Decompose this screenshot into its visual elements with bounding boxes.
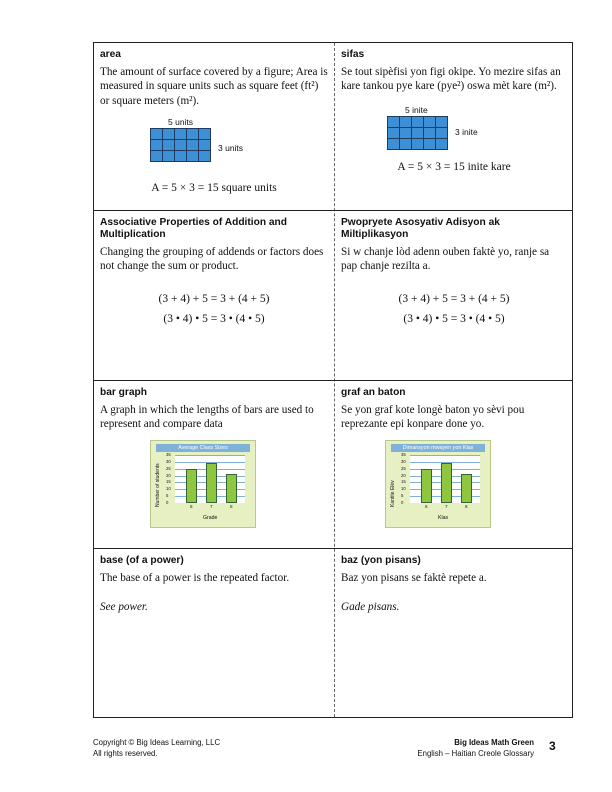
top-label: 5 inite: [405, 105, 428, 115]
x-tick-label: 8: [465, 504, 468, 509]
definition: [100, 65, 328, 108]
book-footer: [417, 738, 534, 759]
unit: (m²).: [534, 80, 557, 93]
book-title: Big Ideas Math Green: [454, 738, 534, 747]
term: Associative Properties of Addition and Multiplication: [100, 217, 287, 240]
gridline: [410, 455, 480, 456]
definition-text: The amount of surface covered by a figure; Area is measured in square units such as square feet: [100, 66, 328, 93]
term: baz (yon pisans): [341, 555, 421, 566]
y-tick-label: 15: [166, 479, 171, 485]
see-also: See power.: [100, 601, 148, 614]
glossary-table: [93, 42, 573, 718]
y-tick-label: 5: [401, 493, 404, 499]
y-tick-label: 10: [166, 486, 171, 492]
definition-text: Se tout sipèfisi yon figi okipe. Yo mezire sifas an kare tankou pye kare: [341, 66, 561, 93]
glossary-title: English – Haitian Creole Glossary: [417, 748, 534, 758]
bar: [226, 474, 237, 503]
y-tick-label: 20: [401, 472, 406, 478]
term: sifas: [341, 49, 365, 60]
term: Pwopryete Asosyativ Adisyon ak Miltiplikasyon: [341, 217, 500, 240]
rights: All rights reserved.: [93, 748, 158, 758]
equation: A = 5 × 3 = 15 square units: [151, 182, 277, 194]
equation-addition: (3 + 4) + 5 = 3 + (4 + 5): [398, 292, 510, 305]
bar-chart: [150, 440, 256, 528]
y-tick-label: 10: [401, 486, 406, 492]
definition: A graph in which the lengths of bars are used to represent and compare data: [100, 404, 314, 431]
x-tick-label: 7: [445, 504, 448, 509]
unit-squares: [387, 116, 448, 150]
x-tick-label: 6: [425, 504, 428, 509]
chart-title: Average Class Sizes: [156, 444, 250, 452]
term: bar graph: [100, 387, 147, 398]
y-tick-label: 35: [401, 452, 406, 457]
chart-title: Dimansyon mwayen yon Klas: [391, 444, 485, 452]
bar: [461, 474, 472, 503]
definition: The base of a power is the repeated factor.: [100, 572, 290, 584]
bar: [206, 463, 217, 503]
copyright: Copyright © Big Ideas Learning, LLC: [93, 738, 221, 747]
equation: A = 5 × 3 = 15 inite kare: [397, 161, 511, 173]
y-tick-label: 5: [166, 493, 169, 499]
y-tick-label: 15: [401, 479, 406, 485]
entry-associative-ht: [335, 211, 573, 380]
unit: (pye²): [437, 80, 465, 93]
see-also: Gade pisans.: [341, 601, 400, 614]
entry-base-ht: [335, 549, 573, 717]
entry-bar-graph-en: [94, 381, 334, 548]
bar-chart: [385, 440, 491, 528]
y-tick-label: 25: [401, 465, 406, 471]
equation-multiplication: (3 • 4) • 5 = 3 • (4 • 5): [163, 312, 265, 325]
plot-area: [175, 455, 245, 503]
plot-area: [410, 455, 480, 503]
term: base (of a power): [100, 555, 184, 566]
area-rectangle-figure: [387, 105, 507, 155]
unit: (m²).: [176, 94, 200, 107]
entry-area-ht: [335, 43, 573, 210]
y-axis-label: Number of students: [155, 463, 161, 507]
top-label: 5 units: [168, 117, 194, 127]
x-tick-label: 8: [230, 504, 233, 509]
x-axis-label: Klas: [438, 515, 449, 521]
unit-squares: [150, 128, 211, 162]
term: area: [100, 49, 121, 60]
y-tick-label: 30: [401, 458, 406, 464]
equation-multiplication: (3 • 4) • 5 = 3 • (4 • 5): [403, 312, 505, 325]
y-tick-label: 30: [166, 458, 171, 464]
definition-text: oswa mèt kare: [464, 80, 535, 93]
bar: [441, 463, 452, 503]
unit: (ft²): [300, 80, 319, 93]
bar: [421, 469, 432, 503]
x-axis-label: Grade: [203, 515, 218, 521]
definition: Changing the grouping of addends or factors does not change the sum or product.: [100, 246, 324, 273]
side-label: 3 units: [218, 143, 244, 153]
y-axis-label: Kantite Elèv: [390, 480, 396, 507]
x-tick-label: 7: [210, 504, 213, 509]
entry-bar-graph-ht: [335, 381, 573, 548]
definition-text: or square meters: [100, 94, 177, 107]
side-label: 3 inite: [455, 127, 478, 137]
y-tick-label: 0: [401, 500, 404, 505]
entry-area-en: [94, 43, 334, 210]
gridline: [175, 455, 245, 456]
y-tick-label: 0: [166, 500, 169, 505]
y-tick-label: 25: [166, 465, 171, 471]
x-tick-label: 6: [190, 504, 193, 509]
definition: [341, 65, 567, 94]
bar: [186, 469, 197, 503]
area-rectangle-figure: [150, 117, 270, 167]
page-number: 3: [549, 739, 556, 753]
entry-associative-en: [94, 211, 334, 380]
entry-base-en: [94, 549, 334, 717]
equation-addition: (3 + 4) + 5 = 3 + (4 + 5): [158, 292, 270, 305]
y-tick-label: 35: [166, 452, 171, 457]
term: graf an baton: [341, 387, 406, 398]
definition: Se yon graf kote longè baton yo sèvi pou reprezante epi konpare done yo.: [341, 404, 525, 431]
y-tick-label: 20: [166, 472, 171, 478]
copyright-footer: [93, 738, 220, 759]
definition: Baz yon pisans se faktè repete a.: [341, 572, 487, 584]
definition: Si w chanje lòd adenn ouben faktè yo, ranje sa pap chanje rezilta a.: [341, 246, 550, 273]
